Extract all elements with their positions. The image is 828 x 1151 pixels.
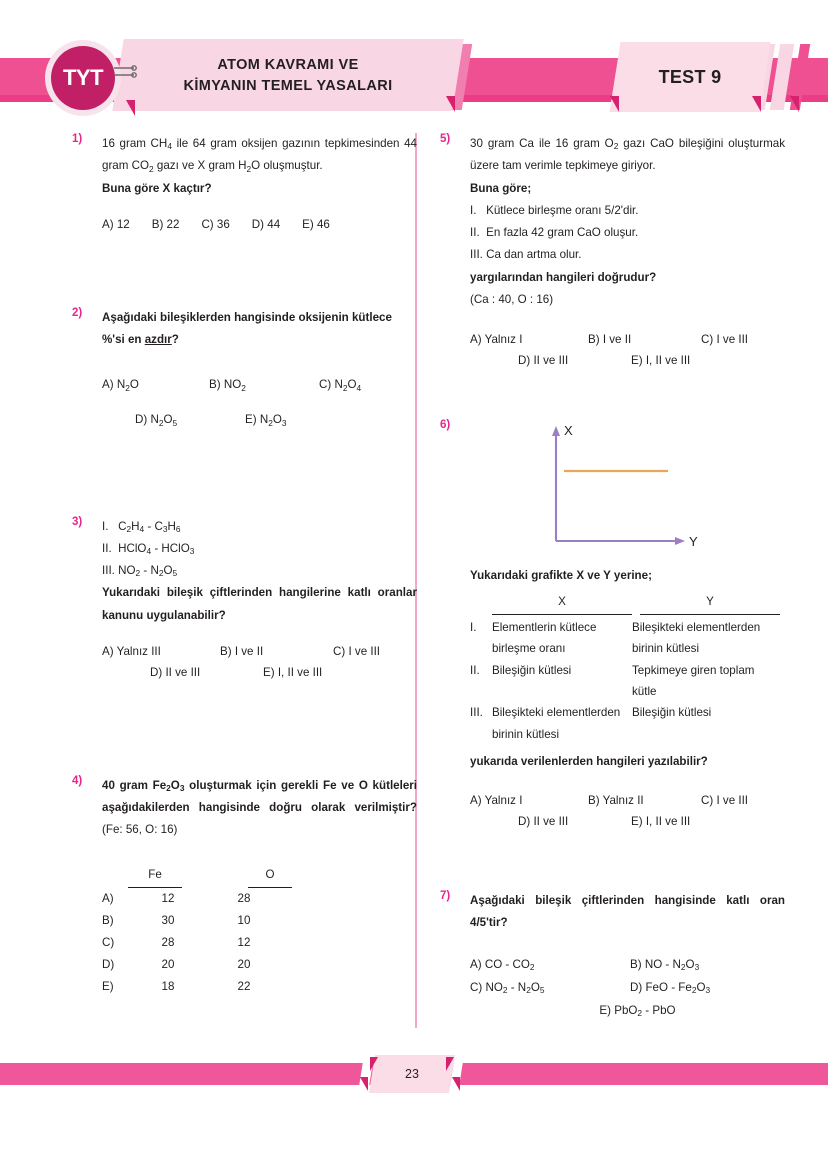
header-title-line-2: KİMYANIN TEMEL YASALARI bbox=[183, 77, 393, 94]
option-e[interactable]: E) PbO$_2$ - PbO bbox=[599, 1004, 676, 1019]
option-c[interactable]: C) I ve III bbox=[701, 793, 749, 807]
question-1-number: 1) bbox=[72, 133, 83, 145]
question-3-prompt: Yukarıdaki bileşik çiftlerinden hangilerine katlı oranlar kanunu uygulanabilir? bbox=[102, 586, 417, 622]
option-a[interactable]: A) CO - $CO_2$ bbox=[470, 958, 535, 973]
question-5-text: 30 gram Ca ile 16 gram $O_2$ gazı CaO bileşiğini oluşturmak üzere tam verimle tepkimeye giriyor. bbox=[470, 137, 785, 173]
right-column bbox=[440, 133, 785, 1027]
xy-plot bbox=[528, 419, 708, 559]
question-4-given: (Fe: 56, O: 16) bbox=[102, 823, 178, 837]
table-row[interactable] bbox=[102, 932, 417, 954]
option-letter: E) bbox=[102, 979, 114, 993]
header-triangle-1 bbox=[446, 96, 455, 112]
header-triangle-2 bbox=[126, 100, 135, 116]
question-6-prompt: Yukarıdaki grafikte X ve Y yerine; bbox=[470, 569, 652, 582]
table-row[interactable] bbox=[102, 888, 417, 910]
footer-triangle-1 bbox=[370, 1057, 378, 1071]
question-6-graph bbox=[470, 419, 785, 559]
question-5-item-1: I. Kütlece birleşme oranı 5/2'dir. bbox=[470, 203, 639, 217]
question-3-item-2: II. HClO$_4$ - HClO$_3$ bbox=[102, 541, 195, 557]
cell-fe: 12 bbox=[161, 891, 175, 905]
question-2 bbox=[72, 307, 417, 432]
question-5-lead: Buna göre; bbox=[470, 181, 532, 195]
question-6-number: 6) bbox=[440, 419, 451, 431]
cell-x: Bileşiğin kütlesi bbox=[492, 663, 572, 677]
option-c[interactable]: C) I ve III bbox=[701, 333, 749, 346]
option-e[interactable]: E) I, II ve III bbox=[631, 814, 691, 828]
option-a[interactable]: A) Yalnız III bbox=[102, 644, 161, 658]
cell-y: Tepkimeye giren toplam kütle bbox=[632, 663, 755, 698]
cell-fe: 30 bbox=[161, 913, 175, 927]
row-number: III. bbox=[470, 706, 483, 720]
question-3-number: 3) bbox=[72, 515, 83, 528]
cell-o: 28 bbox=[237, 891, 251, 905]
question-5 bbox=[440, 133, 785, 367]
option-letter: D) bbox=[102, 957, 115, 971]
question-4 bbox=[72, 775, 417, 998]
column-header-o: O bbox=[248, 864, 292, 888]
table-header-row bbox=[102, 864, 417, 888]
question-7 bbox=[440, 890, 785, 1018]
cell-o: 20 bbox=[237, 957, 251, 971]
question-4-table bbox=[102, 864, 417, 998]
option-b[interactable]: B) 22 bbox=[151, 217, 180, 231]
option-b[interactable]: B) I ve II bbox=[220, 644, 264, 658]
option-a[interactable]: A) Yalnız I bbox=[470, 793, 523, 807]
option-a[interactable]: A) $N_2O$ bbox=[102, 378, 139, 393]
question-2-number: 2) bbox=[72, 306, 83, 319]
row-number: II. bbox=[470, 663, 480, 677]
logo-circle bbox=[51, 46, 115, 110]
cell-x: Elementlerin kütlece birleşme oranı bbox=[492, 620, 597, 656]
option-e[interactable]: E) I, II ve III bbox=[631, 354, 691, 367]
question-4-prompt-bold: 40 gram $Fe_2O_3$ oluşturmak için gerekli Fe ve O kütleleri aşağıdakilerden hangisinde doğru olarak verilmiştir? bbox=[102, 778, 418, 815]
tyt-logo bbox=[45, 40, 121, 116]
header-title bbox=[128, 39, 448, 111]
table-row[interactable] bbox=[102, 976, 417, 998]
option-d[interactable]: D) II ve III bbox=[150, 665, 201, 679]
vertical-axis-arrow bbox=[552, 426, 560, 436]
horizontal-axis-arrow bbox=[675, 537, 685, 545]
question-2-options bbox=[102, 373, 417, 431]
cell-y: Bileşikteki elementlerden birinin kütlesi bbox=[632, 620, 761, 656]
cell-o: 22 bbox=[237, 979, 251, 993]
question-7-number: 7) bbox=[440, 889, 451, 902]
question-5-item-3: III. Ca dan artma olur. bbox=[470, 248, 582, 262]
header-triangle-3 bbox=[610, 96, 619, 112]
question-7-prompt: Aşağıdaki bileşik çiftlerinden hangisinde katlı oran 4/5'tir? bbox=[470, 893, 785, 929]
option-b[interactable]: B) I ve II bbox=[588, 333, 632, 346]
left-column bbox=[72, 133, 417, 998]
option-a[interactable]: A) 12 bbox=[102, 217, 130, 231]
column-header-x: X bbox=[492, 591, 632, 614]
option-d[interactable]: D) II ve III bbox=[518, 354, 569, 367]
question-5-options bbox=[470, 333, 785, 367]
header-title-line-1: ATOM KAVRAMI VE bbox=[217, 56, 359, 73]
question-5-prompt: yargılarından hangileri doğrudur? bbox=[470, 270, 657, 284]
cell-o: 10 bbox=[237, 913, 251, 927]
table-row[interactable] bbox=[470, 702, 785, 745]
option-b[interactable]: B) NO - $N_2O_3$ bbox=[630, 958, 700, 973]
question-6-options bbox=[470, 794, 785, 828]
option-a[interactable]: A) Yalnız I bbox=[470, 333, 523, 346]
question-6 bbox=[440, 419, 785, 828]
cell-fe: 28 bbox=[161, 935, 175, 949]
footer-triangle-4 bbox=[452, 1077, 460, 1091]
page-footer bbox=[0, 1055, 828, 1095]
question-5-number: 5) bbox=[440, 133, 451, 145]
test-label: TEST 9 bbox=[658, 66, 722, 87]
axis-label-y: Y bbox=[689, 534, 698, 549]
option-c[interactable]: C) I ve III bbox=[333, 644, 381, 658]
axis-label-x: X bbox=[564, 423, 573, 438]
option-e[interactable]: E) I, II ve III bbox=[263, 665, 323, 679]
question-5-given: (Ca : 40, O : 16) bbox=[470, 292, 554, 306]
cell-x: Bileşikteki elementlerden birinin kütlesi bbox=[492, 706, 621, 741]
column-header-y: Y bbox=[640, 591, 780, 614]
table-header-row bbox=[470, 591, 785, 614]
paperclip-icon bbox=[112, 62, 138, 84]
option-letter: C) bbox=[102, 935, 115, 949]
cell-o: 12 bbox=[237, 935, 251, 949]
option-d[interactable]: D) FeO - $Fe_2O_3$ bbox=[630, 981, 711, 996]
question-6-closing: yukarıda verilenlerden hangileri yazılabilir? bbox=[470, 755, 708, 769]
table-row[interactable] bbox=[470, 660, 785, 703]
option-c[interactable]: C) $NO_2 - N_2O_5$ bbox=[470, 981, 545, 996]
column-header-fe: Fe bbox=[128, 864, 182, 888]
question-3 bbox=[72, 516, 417, 679]
option-d[interactable]: D) II ve III bbox=[518, 814, 569, 828]
header-triangle-5 bbox=[790, 96, 799, 112]
question-1-text: 16 gram $CH_4$ ile 64 gram oksijen gazının tepkimesinden 44 gram $CO_2$ gazı ve X gram $H_2O$ oluşmuştur. bbox=[102, 137, 418, 174]
logo-label: TYT bbox=[62, 65, 104, 90]
option-letter: B) bbox=[102, 913, 114, 927]
question-3-item-1: I. $C_2H_4 - C_3H_6$ bbox=[102, 519, 181, 534]
question-1-options bbox=[102, 218, 417, 231]
question-3-options bbox=[102, 645, 417, 679]
option-e[interactable]: E) 46 bbox=[302, 217, 330, 231]
table-row[interactable] bbox=[102, 910, 417, 932]
footer-triangle-2 bbox=[360, 1077, 368, 1091]
option-letter: A) bbox=[102, 891, 114, 905]
question-1-prompt: Buna göre X kaçtır? bbox=[102, 181, 212, 195]
page-header bbox=[0, 0, 828, 130]
footer-triangle-3 bbox=[446, 1057, 454, 1071]
option-c[interactable]: C) $N_2O_4$ bbox=[319, 378, 362, 393]
table-row[interactable] bbox=[102, 954, 417, 976]
page-number: 23 bbox=[405, 1067, 419, 1081]
option-b[interactable]: B) $NO_2$ bbox=[209, 378, 246, 393]
cell-y: Bileşiğin kütlesi bbox=[632, 706, 712, 720]
header-triangle-4 bbox=[752, 96, 761, 112]
question-2-prompt: Aşağıdaki bileşiklerden hangisinde oksijenin kütlece %'si en azdır? bbox=[102, 310, 392, 346]
option-e[interactable]: E) $N_2O_3$ bbox=[245, 413, 287, 428]
question-3-item-3: III. $NO_2 - N_2O_5$ bbox=[102, 564, 178, 579]
question-7-options bbox=[470, 958, 785, 1017]
cell-fe: 20 bbox=[161, 957, 175, 971]
cell-fe: 18 bbox=[161, 979, 175, 993]
question-4-prompt bbox=[102, 775, 417, 842]
option-c[interactable]: C) 36 bbox=[201, 217, 230, 231]
question-1 bbox=[72, 133, 417, 231]
table-row[interactable] bbox=[470, 617, 785, 660]
question-6-table bbox=[470, 591, 785, 745]
question-4-number: 4) bbox=[72, 774, 83, 787]
option-d[interactable]: D) $N_2O_5$ bbox=[135, 413, 178, 428]
option-b[interactable]: B) Yalnız II bbox=[588, 793, 644, 807]
question-5-item-2: II. En fazla 42 gram CaO oluşur. bbox=[470, 226, 639, 239]
option-d[interactable]: D) 44 bbox=[251, 217, 281, 231]
row-number: I. bbox=[470, 620, 477, 634]
